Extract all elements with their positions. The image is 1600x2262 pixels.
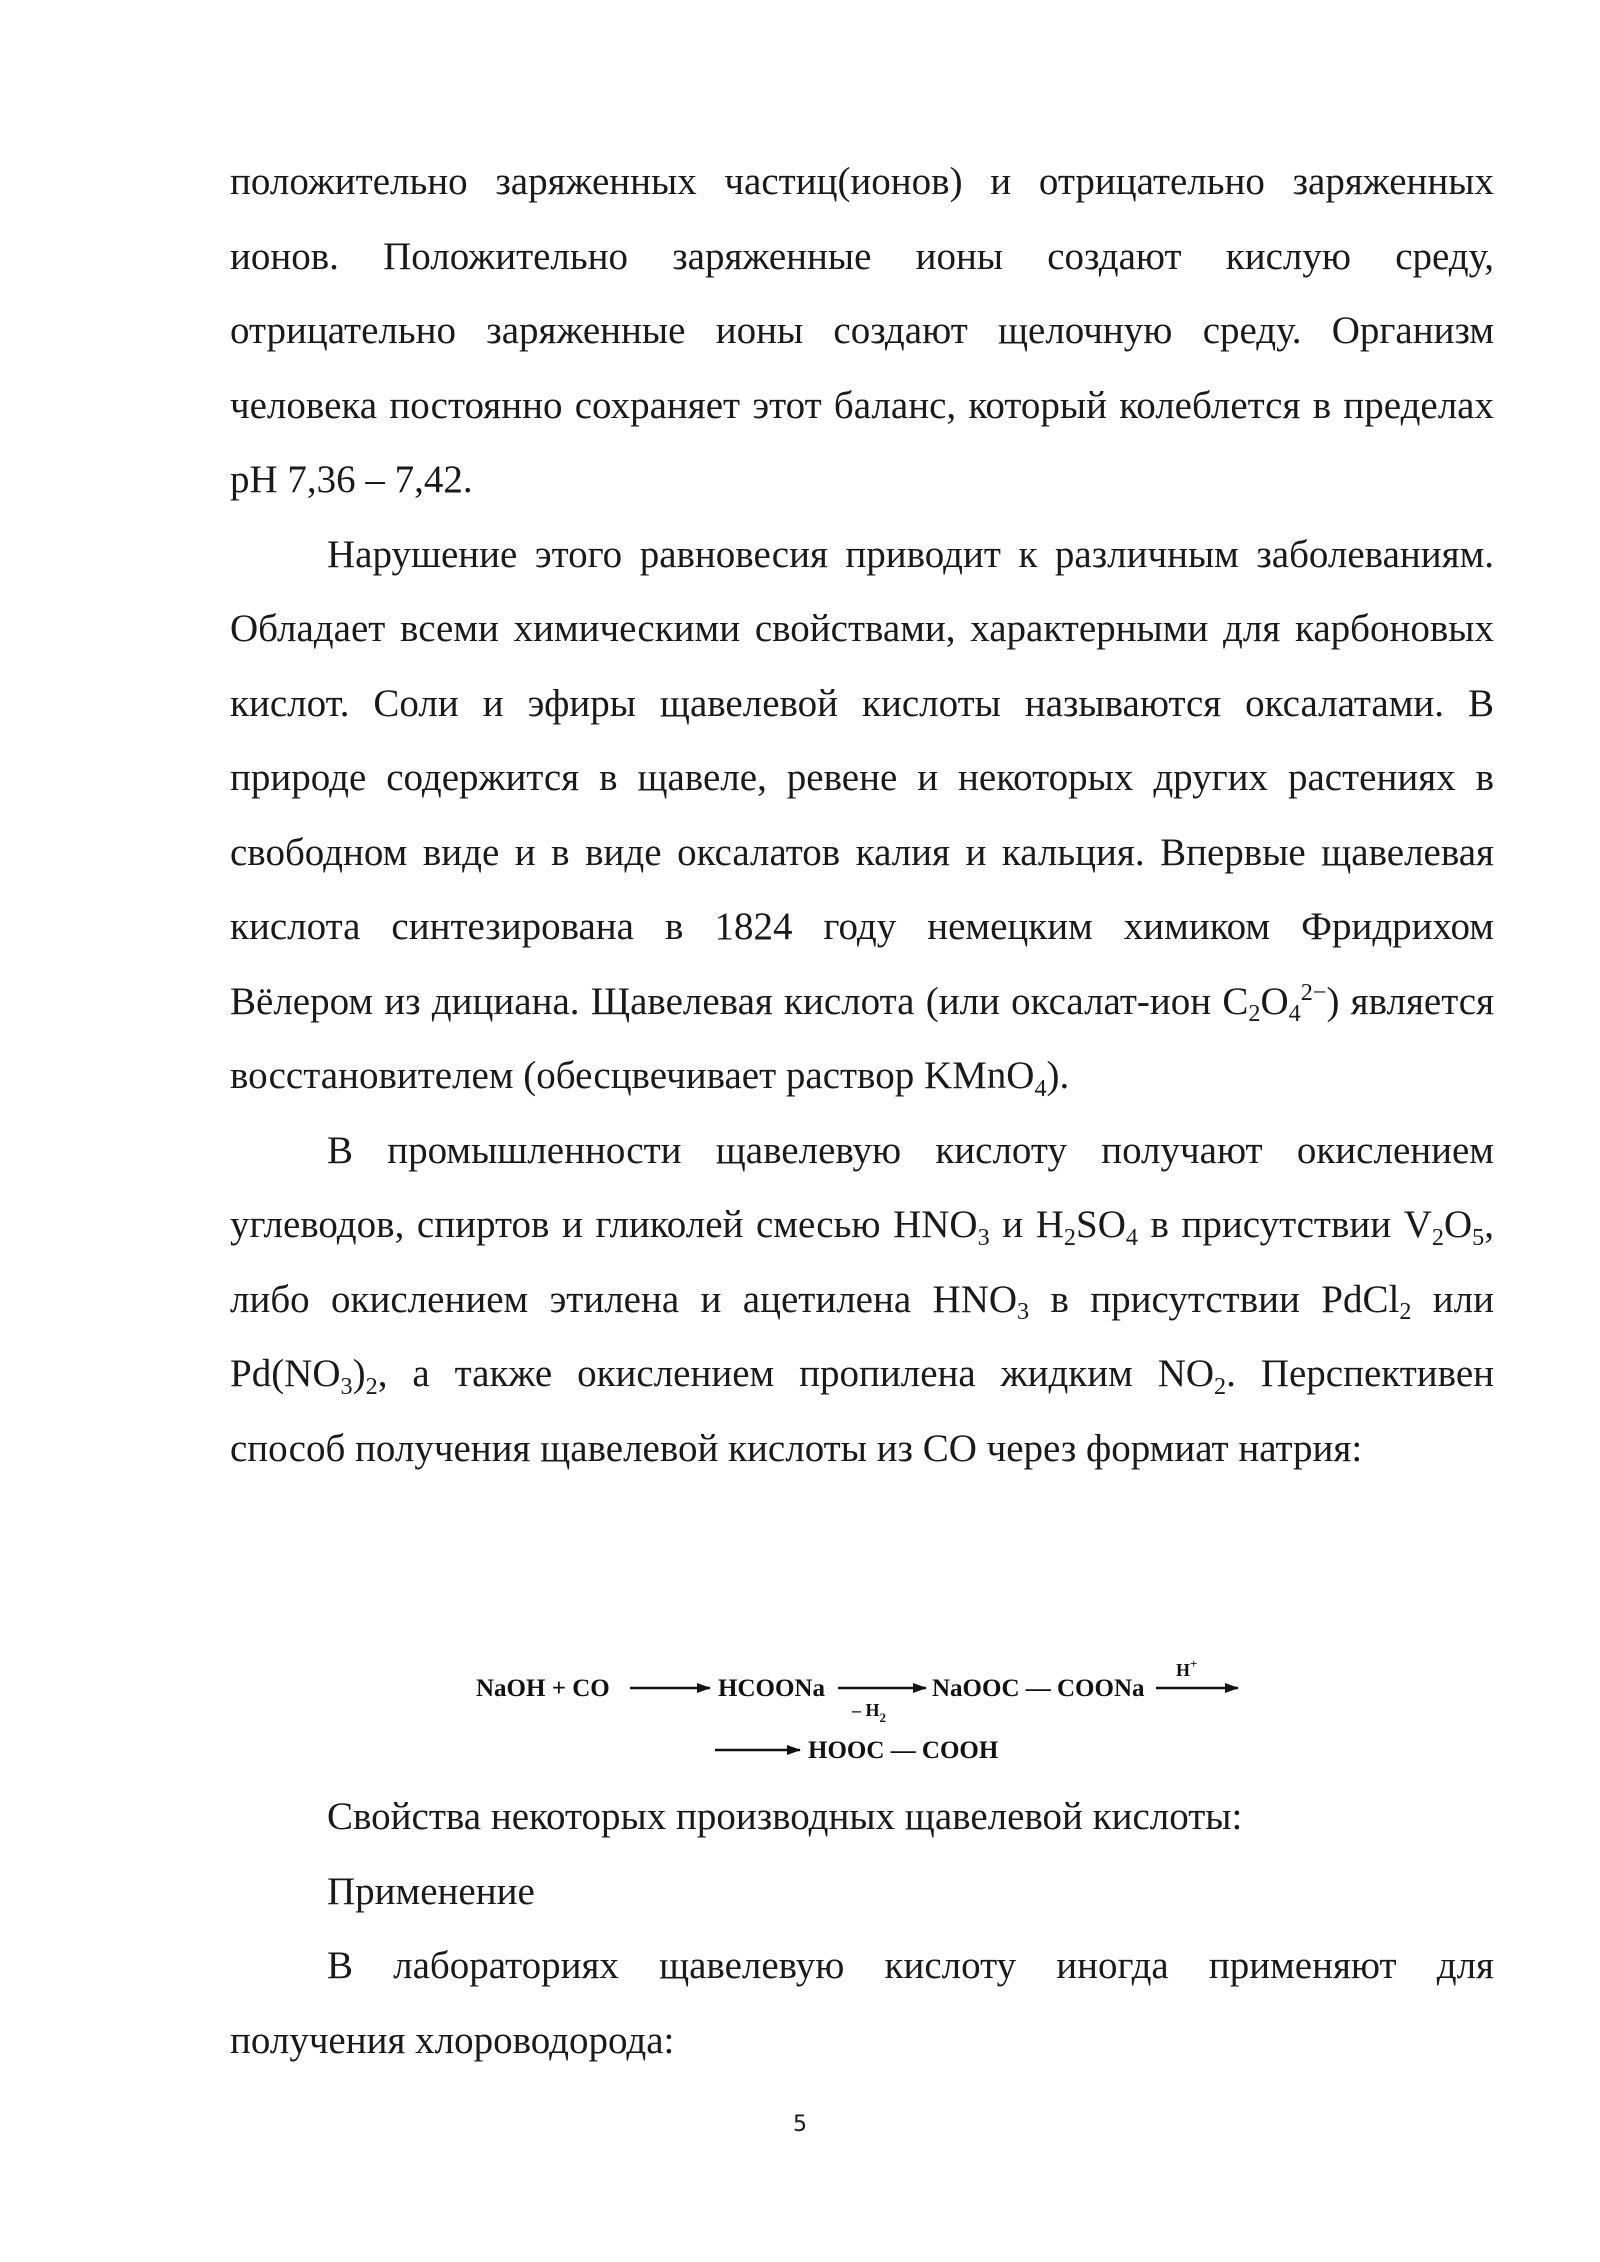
product-sodium-oxalate: NaOOC — COONa (932, 1675, 1145, 1702)
main-text (230, 145, 1494, 1486)
reaction-equation (470, 1640, 1270, 1770)
product-hcoona: HCOONa (718, 1675, 825, 1702)
paragraph-laboratory: В лабораториях щавелевую кислоту иногда применяют для получения хлороводорода: (230, 1944, 1494, 2062)
heading-application: Применение (327, 1869, 535, 1913)
product-oxalic-acid: HOOC — COOH (808, 1737, 999, 1764)
arrow-3-condition: H+ (1176, 1656, 1198, 1680)
reactant-naoh-co: NaOH + CO (476, 1675, 610, 1702)
paragraph-ions: положительно заряженных частиц(ионов) и отрицательно заряженных ионов. Положительно заряженные ионы создают кислую среду, отрицательно заряженные ионы создают щелочную среду. Организм человека постоянно сохраняет этот баланс, который колеблется в пределах pH 7,36 – 7,42. (230, 160, 1494, 501)
lower-text (230, 1780, 1494, 2078)
paragraph-industry: В промышленности щавелевую кислоту получают окислением углеводов, спиртов и гликолей смесью $HNO_3$ и $H_2SO_4$ в присутствии $V_2O_5$, либо окислением этилена и ацетилена $HNO_3$ в присутствии PdCl$_2$ или $Pd(NO_3)_2$, а также окислением пропилена жидким $NO_2$. Перспективен способ получения щавелевой кислоты из CO через формиат натрия: (230, 1128, 1495, 1470)
page-number: 5 (793, 2112, 807, 2137)
reaction-equation-svg (470, 1640, 1270, 1770)
paragraph-oxalic-acid: Нарушение этого равновесия приводит к различным заболеваниям. Обладает всеми химическими свойствами, характерными для карбоновых кислот. Соли и эфиры щавелевой кислоты называются оксалатами. В природе содержится в щавеле, ревене и некоторых других растениях в свободном виде и в виде оксалатов калия и кальция. Впервые щавелевая кислота синтезирована в 1824 году немецким химиком Фридрихом Вёлером из дициана. Щавелевая кислота (или оксалат-ион $C_2O_4^{2-}$) является восстановителем (обесцвечивает раствор KMnO$_4$). (230, 532, 1495, 1102)
arrow-2-condition: – $H_2$ (852, 1700, 887, 1725)
paragraph-derivatives: Свойства некоторых производных щавелевой кислоты: (327, 1795, 1243, 1838)
